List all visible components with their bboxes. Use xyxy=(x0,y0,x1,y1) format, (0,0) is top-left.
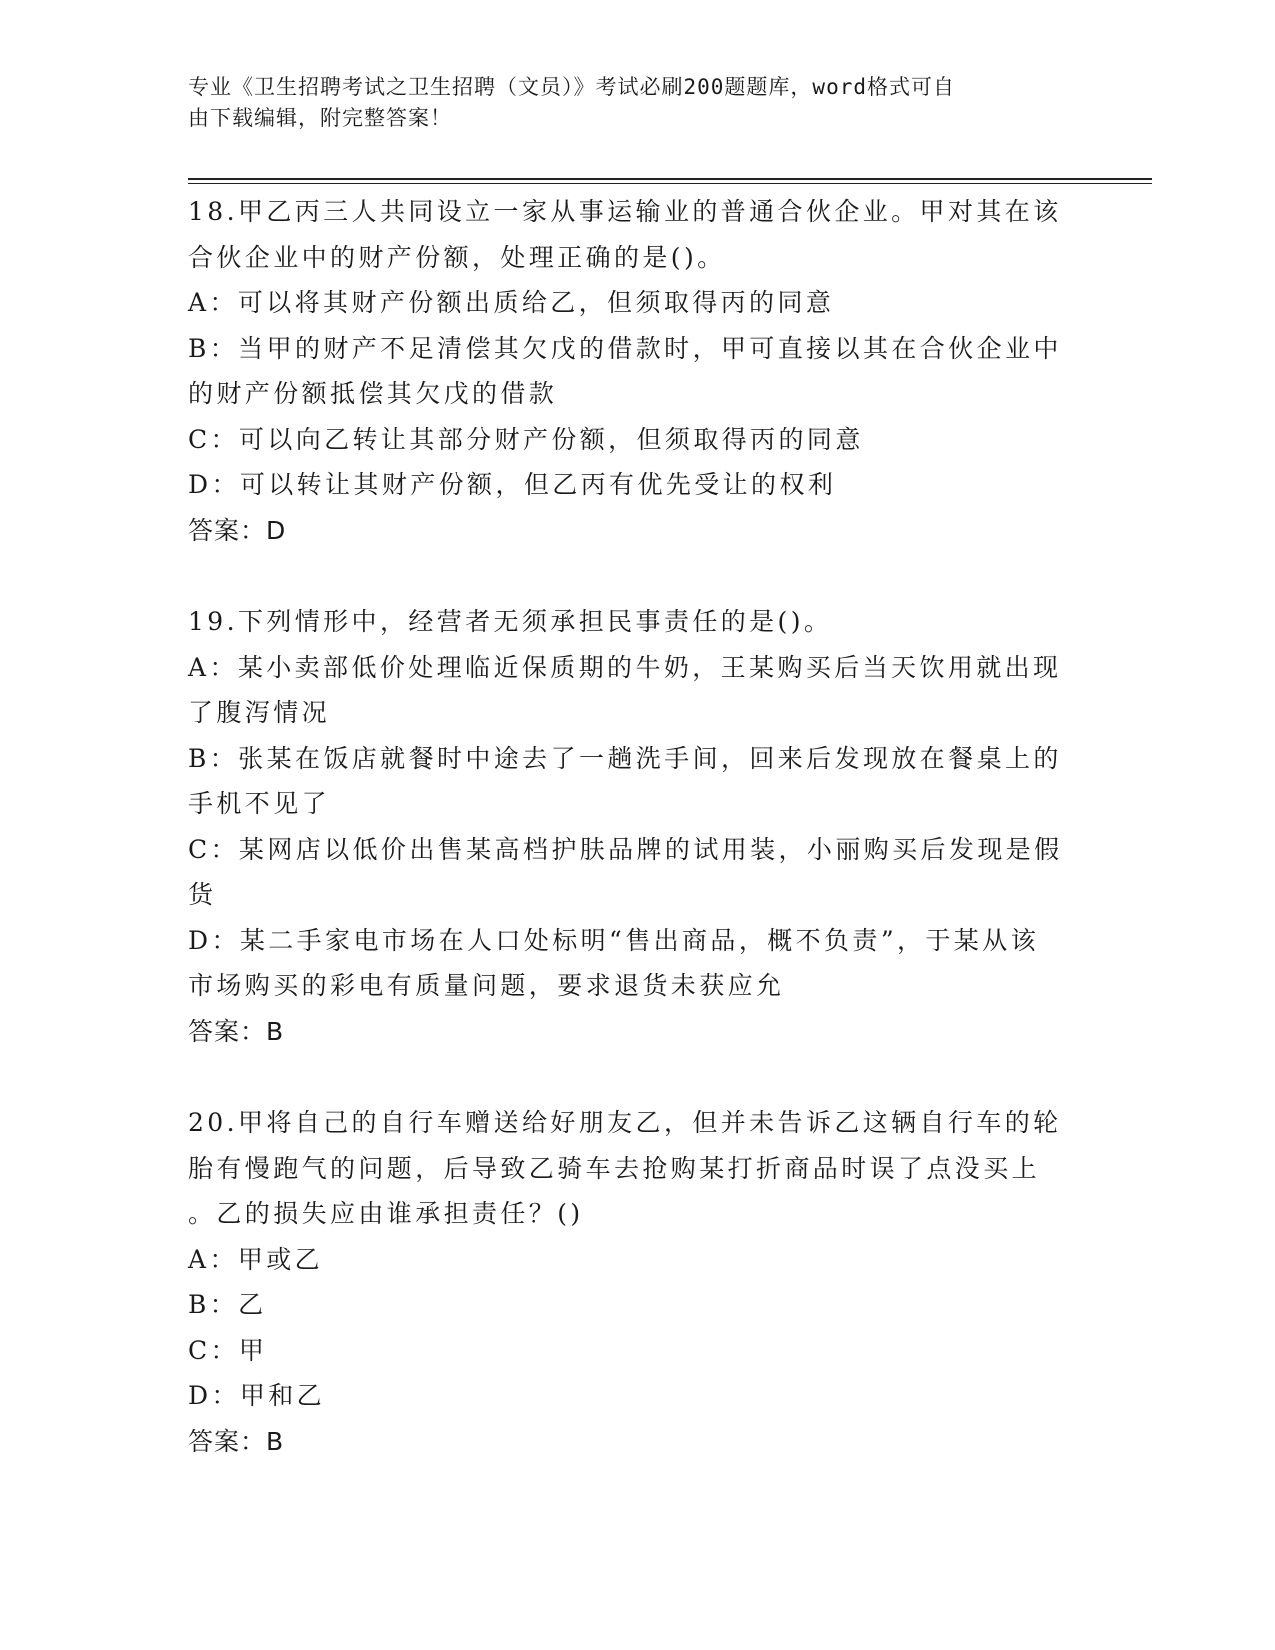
question-stem-line: 19.下列情形中，经营者无须承担民事责任的是()。 xyxy=(188,607,833,636)
document-header xyxy=(188,72,1068,134)
option-a: A：某小卖部低价处理临近保质期的牛奶，王某购买后当天饮用就出现 xyxy=(188,652,1062,682)
question-stem-line: 18.甲乙丙三人共同设立一家从事运输业的普通合伙企业。甲对其在该 xyxy=(188,197,1062,226)
question-stem-line: 合伙企业中的财产份额，处理正确的是()。 xyxy=(188,242,726,272)
question-stem-line: 。乙的损失应由谁承担责任？() xyxy=(188,1199,584,1228)
answer-label: 答案：B xyxy=(188,1016,285,1046)
header-line-1: 专业《卫生招聘考试之卫生招聘（文员）》考试必刷200题题库，word格式可自 xyxy=(188,75,955,99)
option-d: D：可以转让其财产份额，但乙丙有优先受让的权利 xyxy=(188,470,837,499)
option-b: B：乙 xyxy=(188,1290,267,1319)
question-stem-line: 20.甲将自己的自行车赠送给好朋友乙，但并未告诉乙这辆自行车的轮 xyxy=(188,1108,1062,1137)
option-c: C：可以向乙转让其部分财产份额，但须取得丙的同意 xyxy=(188,424,864,454)
option-b: B：当甲的财产不足清偿其欠戊的借款时，甲可直接以其在合伙企业中 xyxy=(188,333,1062,363)
option-a-continued: 了腹泻情况 xyxy=(188,698,331,727)
header-line-2: 由下载编辑，附完整答案！ xyxy=(188,106,452,130)
question-19 xyxy=(188,599,1088,1054)
option-c: C：某网店以低价出售某高档护肤品牌的试用装，小丽购买后发现是假 xyxy=(188,834,1063,864)
option-c: C：甲 xyxy=(188,1335,268,1365)
option-d: D：某二手家电市场在人口处标明“售出商品，概不负责”，于某从该 xyxy=(188,925,1040,955)
header-divider-thin xyxy=(188,183,1152,184)
option-c-continued: 货 xyxy=(188,880,217,909)
option-a: A：可以将其财产份额出质给乙，但须取得丙的同意 xyxy=(188,288,835,317)
header-divider-thick xyxy=(188,178,1152,180)
option-b-continued: 的财产份额抵偿其欠戊的借款 xyxy=(188,379,558,408)
question-spacer xyxy=(188,553,1088,599)
question-spacer xyxy=(188,1054,1088,1100)
option-b: B：张某在饭店就餐时中途去了一趟洗手间，回来后发现放在餐桌上的 xyxy=(188,743,1062,773)
question-20 xyxy=(188,1100,1088,1464)
question-list xyxy=(188,189,1088,1464)
answer-label: 答案：D xyxy=(188,515,287,545)
answer-label: 答案：B xyxy=(188,1426,285,1456)
question-18 xyxy=(188,189,1088,553)
option-b-continued: 手机不见了 xyxy=(188,789,331,818)
option-d-continued: 市场购买的彩电有质量问题，要求退货未获应允 xyxy=(188,971,785,1000)
option-a: A：甲或乙 xyxy=(188,1244,324,1274)
option-d: D：甲和乙 xyxy=(188,1381,326,1410)
question-stem-line: 胎有慢跑气的问题，后导致乙骑车去抢购某打折商品时误了点没买上 xyxy=(188,1153,1041,1183)
